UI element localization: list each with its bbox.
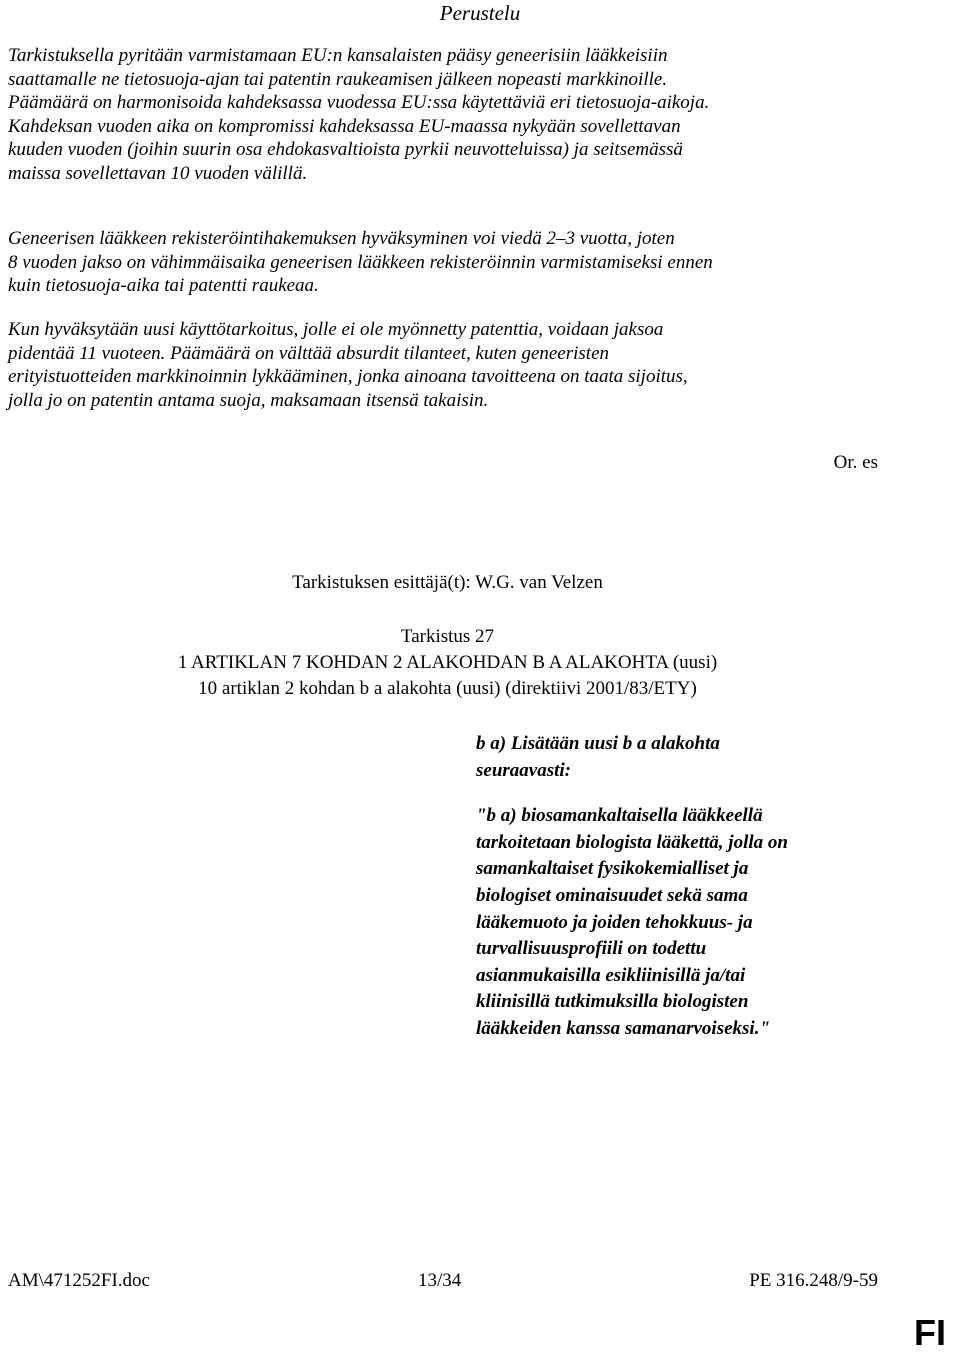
text-line: kuuden vuoden (joihin suurin osa ehdokasvaltioista pyrkii neuvotteluissa) ja seitsemässä [8,139,683,160]
section-heading: Perustelu [439,1,521,25]
amendment-article: 1 ARTIKLAN 7 KOHDAN 2 ALAKOHDAN B A ALAKOHTA (uusi) [177,652,718,673]
text-line: tarkoitetaan biologista lääkettä, jolla on [476,831,788,853]
text-line: "b a) biosamankaltaisella lääkkeellä [476,805,763,827]
page-footer [8,1268,878,1294]
original-language-note: Or. es [833,452,878,473]
text-line: maissa sovellettavan 10 vuoden välillä. [8,162,308,184]
justification-paragraph-2 [8,227,878,298]
text-line: seuraavasti: [476,759,571,781]
text-line: pidentää 11 vuoteen. Päämäärä on välttää absurdit tilanteet, kuten geneeristen [8,342,610,364]
footer-document-reference: AM\471252FI.doc [8,1270,150,1291]
text-line: samankaltaiset fysikokemialliset ja [476,858,749,880]
justification-paragraph-1 [8,44,878,185]
text-line: turvallisuusprofiili on todettu [476,938,707,960]
text-line: kuin tietosuoja-aika tai patentti raukeaa. [8,275,319,296]
text-line: lääkemuoto ja joiden tehokkuus- ja [476,911,753,933]
text-line: lääkkeiden kanssa samanarvoiseksi." [476,1017,770,1039]
text-line: Tarkistuksella pyritään varmistamaan EU:n kansalaisten pääsy geneerisiin lääkkeisiin [8,45,668,66]
amendment-body [476,803,876,1042]
text-line: 8 vuoden jakso on vähimmäisaika geneerisen lääkkeen rekisteröinnin varmistamiseksi ennen [8,251,713,273]
footer-pe-reference: PE 316.248/9-59 [749,1270,878,1291]
text-line: Päämäärä on harmonisoida kahdeksassa vuodessa EU:ssa käytettäviä eri tietosuoja-aikoja. [8,92,710,113]
amendment-intro [476,731,876,784]
amendment-text-column [476,731,876,1043]
text-line: kliinisillä tutkimuksilla biologisten [476,991,749,1013]
language-code-mark: FI [914,1312,946,1353]
amendment-proposer: Tarkistuksen esittäjä(t): W.G. van Velzen [292,572,603,593]
footer-page-number: 13/34 [418,1270,462,1291]
amendment-reference: 10 artiklan 2 kohdan b a alakohta (uusi) (direktiivi 2001/83/ETY) [198,678,697,699]
text-line: erityistuotteiden markkinoinnin lykkääminen, jonka ainoana tavoitteena on taata sijoitus, [8,366,688,387]
text-line: saattamalle ne tietosuoja-ajan tai patentin raukeamisen jälkeen nopeasti markkinoille. [8,68,668,90]
text-line: asianmukaisilla esikliinisillä ja/tai [476,964,746,986]
text-line: jolla jo on patentin antama suoja, maksamaan itsensä takaisin. [8,389,489,411]
text-line: Kahdeksan vuoden aika on kompromissi kahdeksassa EU-maassa nykyään sovellettavan [8,115,681,137]
text-line: Kun hyväksytään uusi käyttötarkoitus, jolle ei ole myönnetty patenttia, voidaan jaksoa [8,319,664,340]
text-line: b a) Lisätään uusi b a alakohta [476,733,720,754]
text-line: biologiset ominaisuudet sekä sama [476,884,748,906]
text-line: Geneerisen lääkkeen rekisteröintihakemuksen hyväksyminen voi viedä 2–3 vuotta, joten [8,228,675,249]
justification-paragraph-3 [8,318,878,412]
amendment-header [0,624,895,702]
amendment-number: Tarkistus 27 [400,626,495,647]
